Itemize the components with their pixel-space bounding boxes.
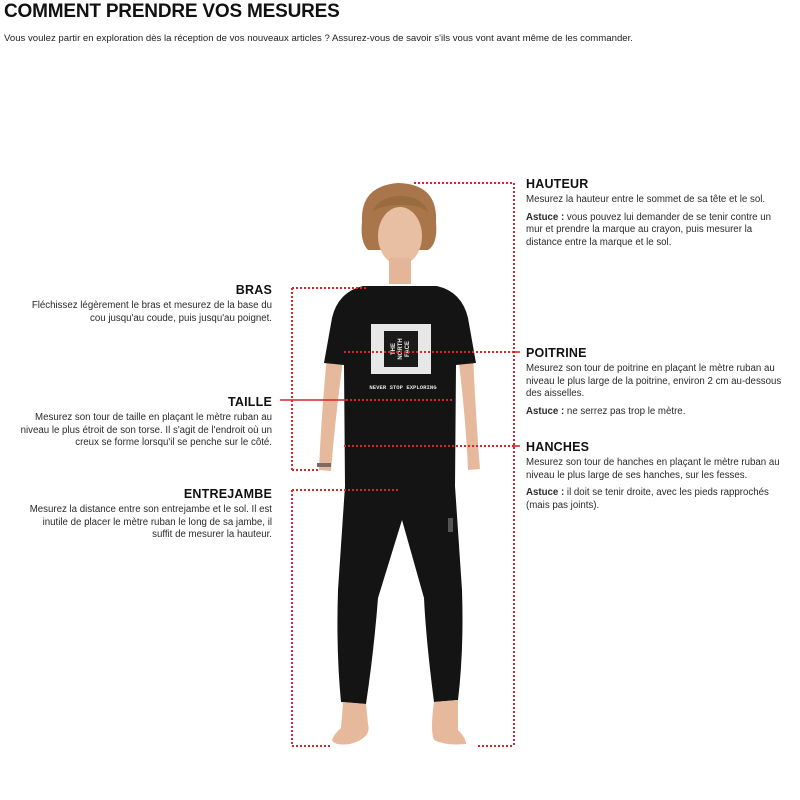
bras-heading: BRAS — [235, 283, 272, 297]
hauteur-text: Mesurez la hauteur entre le sommet de sa tête et le sol. — [526, 194, 766, 206]
bras-text: Fléchissez légèrement le bras et mesurez de la base du cou jusqu'au coude, puis jusqu'au poignet. — [31, 300, 272, 324]
hanches-tip-text: il doit se tenir droite, avec les pieds rapprochés (mais pas joints). — [526, 487, 769, 511]
hauteur-tip-label: Astuce : — [526, 211, 565, 223]
hauteur-tip — [526, 212, 788, 249]
tshirt-slogan: NEVER STOP EXPLORING — [369, 384, 437, 391]
hauteur-tip-text: vous pouvez lui demander de se tenir contre un mur et prendre la marque au crayon, puis mesurer la distance entre la marque et le sol. — [526, 211, 772, 248]
section-bras — [20, 284, 272, 330]
hanches-text: Mesurez son tour de hanches en plaçant le mètre ruban au niveau le plus large de ses hanches, sur les fesses. — [526, 457, 780, 481]
poitrine-heading: POITRINE — [526, 346, 587, 360]
section-entrejambe — [28, 488, 272, 547]
entrejambe-heading: ENTREJAMBE — [183, 487, 272, 501]
taille-text: Mesurez son tour de taille en plaçant le mètre ruban au niveau le plus étroit de son torse. Il s'agit de l'endroit où un creux se forme lorsqu'il se penche sur le côté. — [20, 412, 272, 449]
poitrine-tip-text: ne serrez pas trop le mètre. — [564, 405, 686, 417]
hanches-tip-label: Astuce : — [526, 487, 565, 499]
section-hanches — [526, 441, 788, 517]
tshirt-brand-line3: FACE — [405, 340, 411, 358]
taille-heading: TAILLE — [227, 395, 272, 409]
page-title: COMMENT PRENDRE VOS MESURES — [4, 1, 340, 22]
entrejambe-text: Mesurez la distance entre son entrejambe et le sol. Il est inutile de placer le mètre ruban le long de sa jambe, il suffit de mesurer la hauteur. — [29, 504, 272, 541]
poitrine-tip — [526, 406, 784, 418]
section-taille — [10, 396, 272, 455]
section-hauteur — [526, 178, 788, 254]
tshirt-brand-line2: NORTH — [398, 338, 404, 360]
hauteur-heading: HAUTEUR — [526, 177, 589, 191]
section-poitrine — [526, 347, 784, 423]
poitrine-text: Mesurez son tour de poitrine en plaçant le mètre ruban au niveau le plus large de la poitrine, environ 2 cm au-dessous des aisselles. — [526, 363, 782, 400]
hanches-tip — [526, 487, 788, 512]
hanches-heading: HANCHES — [526, 440, 590, 454]
poitrine-tip-label: Astuce : — [526, 405, 565, 417]
tshirt-brand-line1: THE — [391, 343, 397, 355]
page-subtitle: Vous voulez partir en exploration dès la réception de vos nouveaux articles ? Assurez-vous de savoir s'ils vous vont avant même de les commander. — [4, 33, 633, 44]
